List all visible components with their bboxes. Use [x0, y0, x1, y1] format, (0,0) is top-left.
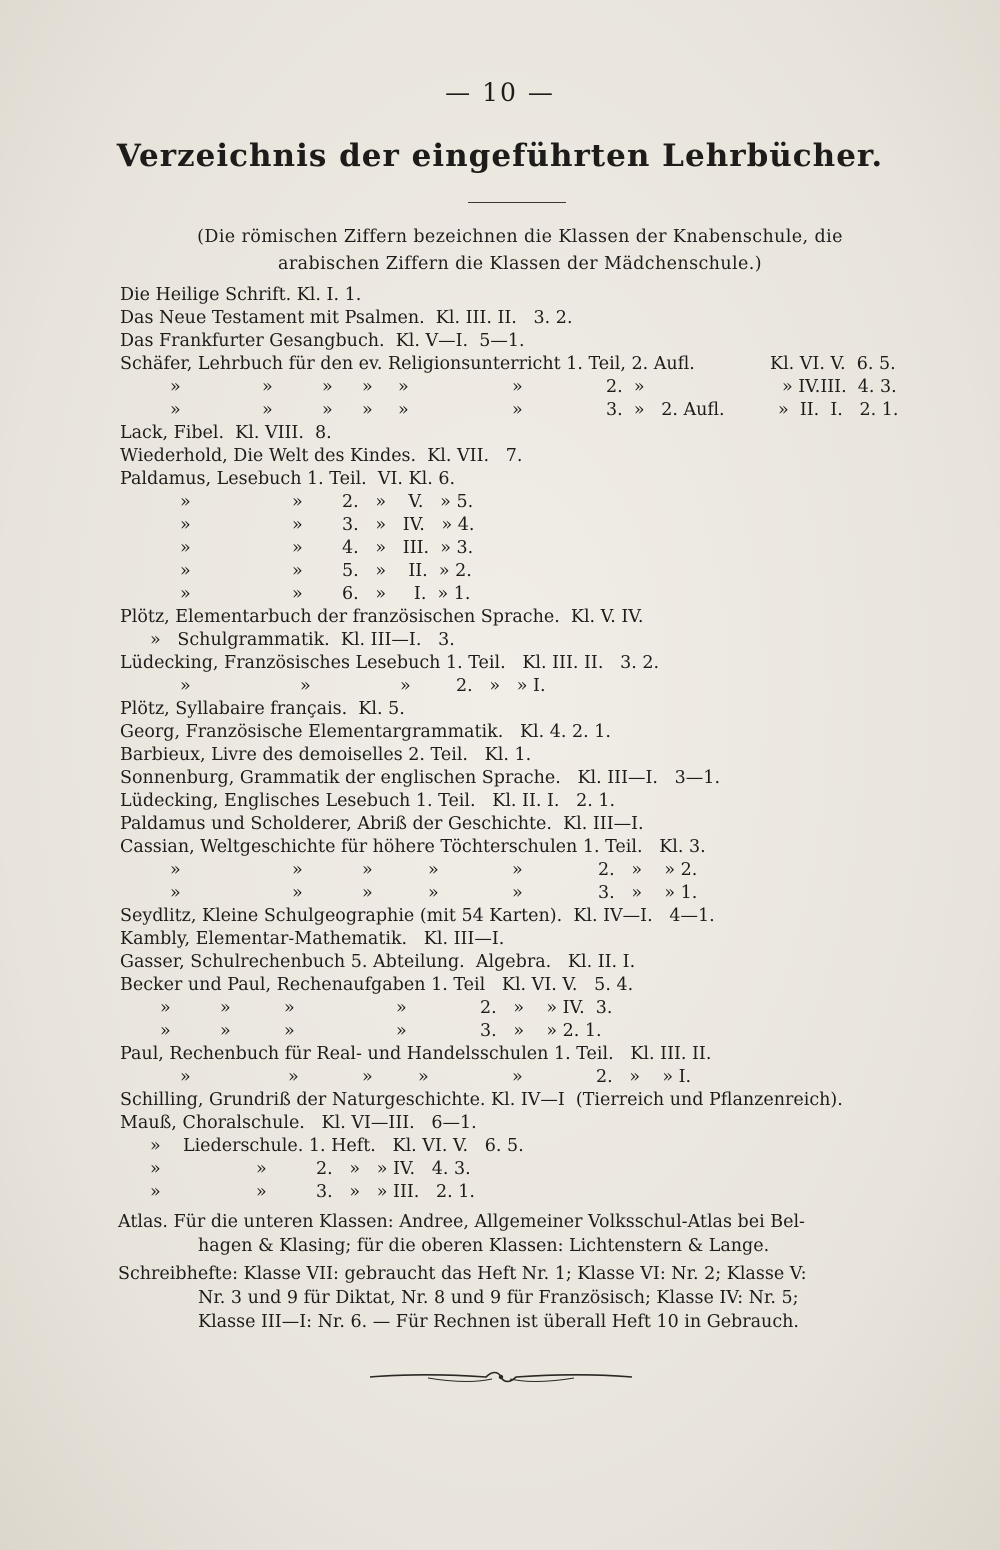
entry-text: »: [288, 1067, 299, 1087]
entry-text: 2. » » IV. 4. 3.: [316, 1159, 471, 1179]
entry-text: »: [160, 998, 171, 1018]
entry-text: »: [150, 1182, 161, 1202]
entry-text: Seydlitz, Kleine Schulgeographie (mit 54 Karten). Kl. IV—I. 4—1.: [120, 906, 715, 926]
entry-text: Lack, Fibel. Kl. VIII. 8.: [120, 423, 332, 443]
entry-text: Kl. VI. V. 6. 5.: [770, 354, 896, 374]
entry-text: »: [292, 515, 303, 535]
entry-text: Cassian, Weltgeschichte für höhere Töchterschulen 1. Teil. Kl. 3.: [120, 837, 706, 857]
entry-text: »: [362, 377, 373, 397]
entry-text: Das Neue Testament mit Psalmen. Kl. III. II. 3. 2.: [120, 308, 573, 328]
entry-text: Becker und Paul, Rechenaufgaben 1. Teil Kl. VI. V. 5. 4.: [120, 975, 634, 995]
entry-text: »: [292, 883, 303, 903]
entry-text: »: [292, 584, 303, 604]
entry-text: »: [284, 998, 295, 1018]
textbook-list: [0, 284, 1000, 1202]
entry-text: » II. I. 2. 1.: [778, 400, 899, 420]
entry-text: »: [262, 400, 273, 420]
entry-text: »: [160, 1021, 171, 1041]
entry-text: »: [256, 1159, 267, 1179]
entry-text: Paldamus, Lesebuch 1. Teil. VI. Kl. 6.: [120, 469, 456, 489]
entry-text: »: [180, 584, 191, 604]
entry-text: »: [398, 400, 409, 420]
entry-text: 6. » I. » 1.: [342, 584, 471, 604]
entry-text: Gasser, Schulrechenbuch 5. Abteilung. Algebra. Kl. II. I.: [120, 952, 636, 972]
entry-text: Kambly, Elementar-Mathematik. Kl. III—I.: [120, 929, 505, 949]
entry-text: »: [428, 860, 439, 880]
entry-text: 2. » » IV. 3.: [480, 998, 613, 1018]
closing-ornament: [368, 1363, 634, 1391]
entry-text: »: [362, 400, 373, 420]
entry-text: »: [396, 998, 407, 1018]
entry-text: 2. » V. » 5.: [342, 492, 474, 512]
entry-text: Lüdecking, Französisches Lesebuch 1. Teil. Kl. III. II. 3. 2.: [120, 653, 660, 673]
entry-text: »: [180, 561, 191, 581]
intro-note: [140, 224, 900, 278]
entry-text: »: [512, 377, 523, 397]
entry-text: »: [150, 1159, 161, 1179]
entry-text: 5. » II. » 2.: [342, 561, 472, 581]
entry-text: Plötz, Syllabaire français. Kl. 5.: [120, 699, 405, 719]
entry-text: »: [220, 998, 231, 1018]
entry-text: »: [180, 492, 191, 512]
intro-line-2: arabischen Ziffern die Klassen der Mädchenschule.): [278, 254, 762, 274]
entry-text: »: [512, 1067, 523, 1087]
entry-text: »: [256, 1182, 267, 1202]
entry-text: 3. » » III. 2. 1.: [316, 1182, 475, 1202]
entry-text: »: [396, 1021, 407, 1041]
entry-text: Wiederhold, Die Welt des Kindes. Kl. VII. 7.: [120, 446, 523, 466]
entry-text: »: [284, 1021, 295, 1041]
entry-text: » Schulgrammatik. Kl. III—I. 3.: [150, 630, 455, 650]
entry-text: »: [322, 400, 333, 420]
atlas-line-1: Atlas. Für die unteren Klassen: Andree, Allgemeiner Volksschul-Atlas bei Bel-: [118, 1212, 805, 1232]
entry-text: »: [362, 860, 373, 880]
entry-text: »: [170, 860, 181, 880]
entry-text: »: [512, 883, 523, 903]
hefte-line-1: Schreibhefte: Klasse VII: gebraucht das Heft Nr. 1; Klasse VI: Nr. 2; Klasse V:: [118, 1264, 807, 1284]
entry-text: » Liederschule. 1. Heft. Kl. VI. V. 6. 5.: [150, 1136, 524, 1156]
entry-text: Paul, Rechenbuch für Real- und Handelsschulen 1. Teil. Kl. III. II.: [120, 1044, 712, 1064]
entry-text: 3. » IV. » 4.: [342, 515, 475, 535]
entry-text: 2. » » I.: [596, 1067, 692, 1087]
entry-text: »: [512, 860, 523, 880]
entry-text: Barbieux, Livre des demoiselles 2. Teil. Kl. 1.: [120, 745, 532, 765]
entry-text: Die Heilige Schrift. Kl. I. 1.: [120, 285, 362, 305]
title-rule: [468, 202, 566, 203]
entry-text: Georg, Französische Elementargrammatik. Kl. 4. 2. 1.: [120, 722, 611, 742]
entry-text: Plötz, Elementarbuch der französischen Sprache. Kl. V. IV.: [120, 607, 644, 627]
entry-text: Das Frankfurter Gesangbuch. Kl. V—I. 5—1.: [120, 331, 525, 351]
entry-text: »: [292, 538, 303, 558]
entry-text: »: [428, 883, 439, 903]
entry-text: »: [512, 400, 523, 420]
entry-text: »: [170, 883, 181, 903]
entry-text: »: [170, 377, 181, 397]
entry-text: 3. » » 2. 1.: [480, 1021, 602, 1041]
entry-text: »: [170, 400, 181, 420]
entry-text: »: [400, 676, 411, 696]
hefte-line-2: Nr. 3 und 9 für Diktat, Nr. 8 und 9 für Französisch; Klasse IV: Nr. 5;: [198, 1288, 799, 1308]
page-number: — 10 —: [445, 78, 555, 107]
entry-text: 3. » » 1.: [598, 883, 698, 903]
entry-text: 2. » » 2.: [598, 860, 698, 880]
entry-text: »: [292, 860, 303, 880]
schreibhefte-note: [118, 1262, 918, 1334]
entry-text: »: [292, 492, 303, 512]
atlas-line-2: hagen & Klasing; für die oberen Klassen: Lichtenstern & Lange.: [198, 1236, 770, 1256]
entry-text: 2. »: [606, 377, 645, 397]
entry-text: Mauß, Choralschule. Kl. VI—III. 6—1.: [120, 1113, 477, 1133]
intro-line-1: (Die römischen Ziffern bezeichnen die Klassen der Knabenschule, die: [197, 227, 843, 247]
entry-text: »: [180, 515, 191, 535]
entry-text: »: [418, 1067, 429, 1087]
entry-text: 2. » » I.: [456, 676, 546, 696]
entry-text: »: [262, 377, 273, 397]
entry-text: Sonnenburg, Grammatik der englischen Sprache. Kl. III—I. 3—1.: [120, 768, 721, 788]
entry-text: »: [180, 538, 191, 558]
entry-text: Lüdecking, Englisches Lesebuch 1. Teil. Kl. II. I. 2. 1.: [120, 791, 616, 811]
entry-text: Schilling, Grundriß der Naturgeschichte. Kl. IV—I (Tierreich und Pflanzenreich).: [120, 1090, 843, 1110]
entry-text: Paldamus und Scholderer, Abriß der Geschichte. Kl. III—I.: [120, 814, 644, 834]
entry-text: »: [220, 1021, 231, 1041]
entry-text: »: [362, 1067, 373, 1087]
entry-text: »: [398, 377, 409, 397]
entry-text: » IV.III. 4. 3.: [782, 377, 897, 397]
entry-text: »: [300, 676, 311, 696]
page-title: Verzeichnis der eingeführten Lehrbücher.: [116, 138, 884, 174]
entry-text: »: [292, 561, 303, 581]
atlas-note: [118, 1210, 918, 1258]
entry-text: »: [362, 883, 373, 903]
entry-text: Schäfer, Lehrbuch für den ev. Religionsunterricht 1. Teil, 2. Aufl.: [120, 354, 695, 374]
hefte-line-3: Klasse III—I: Nr. 6. — Für Rechnen ist überall Heft 10 in Gebrauch.: [198, 1312, 799, 1332]
entry-text: »: [180, 1067, 191, 1087]
entry-text: 4. » III. » 3.: [342, 538, 474, 558]
entry-text: »: [322, 377, 333, 397]
entry-text: »: [180, 676, 191, 696]
entry-text: 3. » 2. Aufl.: [606, 400, 725, 420]
